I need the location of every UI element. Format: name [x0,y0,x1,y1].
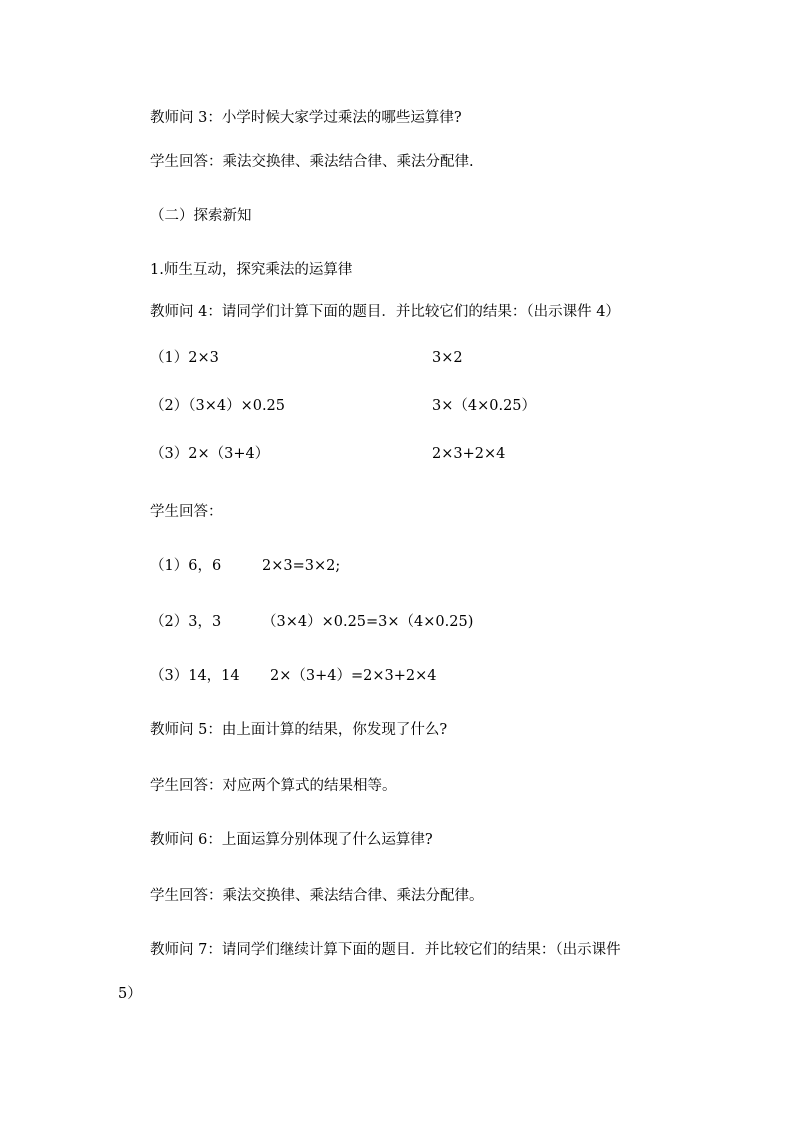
student-answer-4-label: 学生回答： [150,504,223,520]
answer-1-values: （1）6，6 [150,558,222,574]
answer-1-equation: 2×3=3×2; [262,558,341,574]
exercise-2-left: （2）（3×4）×0.25 [150,398,286,414]
student-answer-3: 学生回答：乘法交换律、乘法结合律、乘法分配律. [150,154,474,170]
answer-3-values: （3）14，14 [150,668,240,684]
student-answer-5: 学生回答：对应两个算式的结果相等。 [150,778,397,794]
exercise-1-right: 3×2 [432,350,463,366]
exercise-1-left: （1）2×3 [150,350,219,366]
section-heading-2: （二）探索新知 [150,208,252,224]
answer-3-equation: 2×（3+4）=2×3+2×4 [270,668,437,684]
exercise-2-right: 3×（4×0.25） [432,398,537,414]
teacher-question-4: 教师问 4：请同学们计算下面的题目．并比较它们的结果：（出示课件 4） [150,304,620,320]
teacher-question-7-continued: 5） [118,986,142,1002]
exercise-3-right: 2×3+2×4 [432,446,506,462]
teacher-question-5: 教师问 5：由上面计算的结果，你发现了什么? [150,722,448,738]
teacher-question-3: 教师问 3：小学时候大家学过乘法的哪些运算律? [150,110,462,126]
exercise-3-left: （3）2×（3+4） [150,446,270,462]
answer-2-values: （2）3，3 [150,614,222,630]
teacher-question-7: 教师问 7：请同学们继续计算下面的题目．并比较它们的结果：（出示课件 [150,942,621,958]
subsection-heading-1: 1.师生互动，探究乘法的运算律 [150,262,353,278]
teacher-question-6: 教师问 6：上面运算分别体现了什么运算律? [150,832,433,848]
student-answer-6: 学生回答：乘法交换律、乘法结合律、乘法分配律。 [150,888,484,904]
answer-2-equation: （3×4）×0.25=3×（4×0.25) [262,614,474,630]
